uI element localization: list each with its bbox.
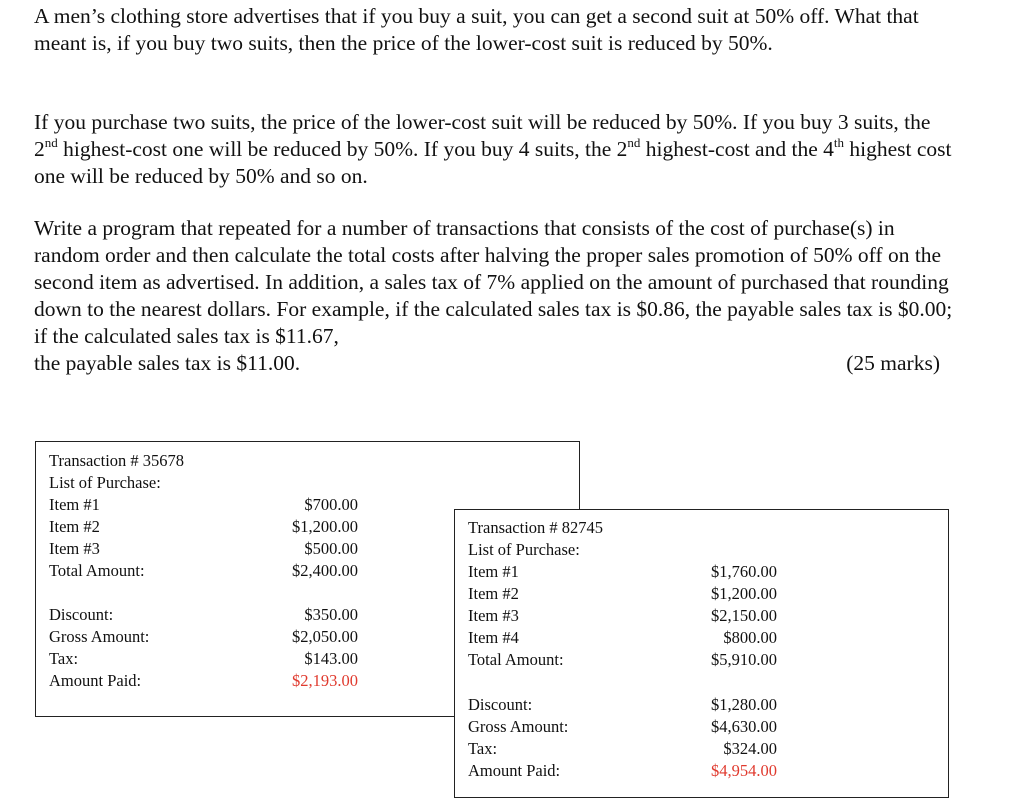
- item-label: Item #2: [468, 584, 519, 603]
- item-label: Item #1: [468, 562, 519, 581]
- item-value: $2,150.00: [711, 606, 777, 625]
- task-text: Write a program that repeated for a number of transactions that consists of the cost of purchase(s) in random order and then calculate the total costs after halving the proper sales promotion of 50% off on the second item as advertised. In addition, a sales tax of 7% applied on the amount of purchased that rounding down to the nearest dollars. For example, if the calculated sales tax is $0.86, the payable sales tax is $0.00; if the calculated sales tax is $11.67,: [34, 216, 953, 348]
- item-value: $700.00: [304, 495, 358, 514]
- total-amount-label: Total Amount:: [468, 650, 564, 669]
- item-label: Item #2: [49, 517, 100, 536]
- amount-paid-value: $4,954.00: [711, 761, 777, 780]
- transaction-box-2: [454, 509, 949, 798]
- task-text-end: the payable sales tax is $11.00.: [34, 351, 301, 375]
- ordinal-suffix-3: th: [833, 134, 844, 150]
- amount-paid-label: Amount Paid:: [49, 671, 142, 690]
- item-value: $800.00: [723, 628, 777, 647]
- discount-label: Discount:: [468, 695, 533, 714]
- item-value: $1,200.00: [292, 517, 358, 536]
- item-label: Item #3: [468, 606, 519, 625]
- item-label: Item #1: [49, 495, 100, 514]
- amount-paid-value: $2,193.00: [292, 671, 358, 690]
- task-paragraph: [34, 215, 954, 377]
- gross-amount-label: Gross Amount:: [468, 717, 569, 736]
- item-value: $1,200.00: [711, 584, 777, 603]
- total-amount-label: Total Amount:: [49, 561, 145, 580]
- amount-paid-label: Amount Paid:: [468, 761, 561, 780]
- total-amount-value: $5,910.00: [711, 650, 777, 669]
- intro-paragraph: A men’s clothing store advertises that if you buy a suit, you can get a second suit at 50% off. What that meant is, if you buy two suits, then the price of the lower-cost suit is reduced by 50%.: [34, 4, 919, 55]
- gross-amount-value: $2,050.00: [292, 627, 358, 646]
- ordinal-suffix-1: nd: [44, 134, 58, 150]
- rules-text-1: If you purchase two suits, the price of the lower-cost suit will be reduced by 50%. If you buy 3 suits, the 2: [34, 110, 931, 161]
- ordinal-suffix-2: nd: [627, 134, 641, 150]
- discount-label: Discount:: [49, 605, 114, 624]
- gross-amount-value: $4,630.00: [711, 717, 777, 736]
- transaction-header: Transaction # 35678: [49, 451, 185, 470]
- task-last-line: [34, 350, 940, 377]
- rules-text-3: highest-cost and the 4: [640, 137, 834, 161]
- tax-value: $324.00: [723, 739, 777, 758]
- total-amount-value: $2,400.00: [292, 561, 358, 580]
- gross-amount-label: Gross Amount:: [49, 627, 150, 646]
- item-label: Item #3: [49, 539, 100, 558]
- transaction-header: Transaction # 82745: [468, 518, 604, 537]
- discount-value: $1,280.00: [711, 695, 777, 714]
- marks-label: (25 marks): [846, 351, 940, 375]
- rules-text-2: highest-cost one will be reduced by 50%. If you buy 4 suits, the 2: [57, 137, 628, 161]
- tax-value: $143.00: [304, 649, 358, 668]
- item-label: Item #4: [468, 628, 519, 647]
- tax-label: Tax:: [468, 739, 498, 758]
- item-value: $500.00: [304, 539, 358, 558]
- list-of-purchase-label: List of Purchase:: [468, 540, 580, 559]
- rules-text-4: highest cost one will be reduced by 50% and so on.: [34, 137, 952, 188]
- list-of-purchase-label: List of Purchase:: [49, 473, 161, 492]
- item-value: $1,760.00: [711, 562, 777, 581]
- discount-value: $350.00: [304, 605, 358, 624]
- promotion-rules-paragraph: [34, 109, 954, 190]
- tax-label: Tax:: [49, 649, 79, 668]
